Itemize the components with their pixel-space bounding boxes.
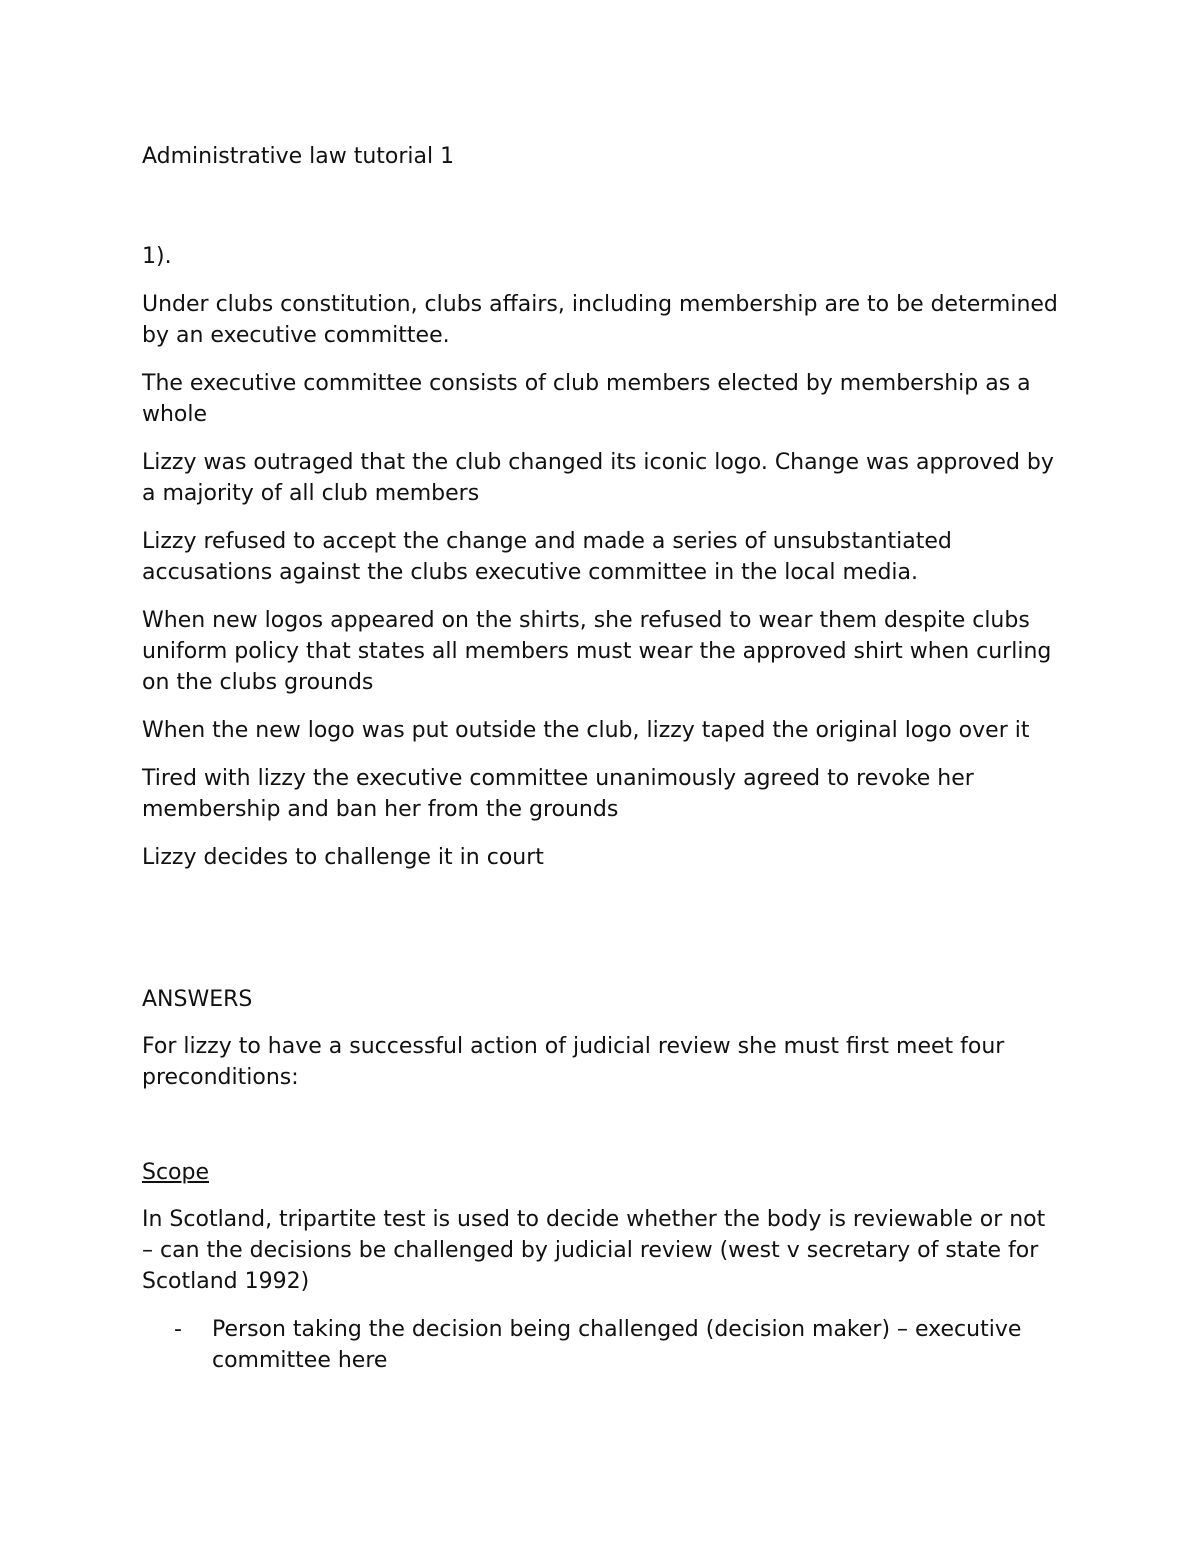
fact-paragraph: Lizzy refused to accept the change and made a series of unsubstantiated accusations against the clubs executive committee in the local media. [142,529,952,585]
fact-paragraph: Lizzy decides to challenge it in court [142,845,544,870]
fact-paragraph: When new logos appeared on the shirts, she refused to wear them despite clubs uniform policy that states all members must wear the approved shirt when curling on the clubs grounds [142,608,1052,695]
answers-intro: For lizzy to have a successful action of judicial review she must first meet four preconditions: [142,1034,1005,1090]
scope-text: In Scotland, tripartite test is used to decide whether the body is reviewable or not – can the decisions be challenged by judicial review (west v secretary of state for Scotland 1992) [142,1207,1046,1294]
fact-paragraph: Lizzy was outraged that the club changed its iconic logo. Change was approved by a majority of all club members [142,450,1054,506]
document-title: Administrative law tutorial 1 [142,144,455,169]
scope-heading: Scope [142,1160,210,1185]
question-number: 1). [142,244,172,269]
bullet-item [142,1314,1062,1376]
fact-paragraph: When the new logo was put outside the club, lizzy taped the original logo over it [142,718,1030,743]
fact-paragraph: The executive committee consists of club members elected by membership as a whole [142,371,1031,427]
fact-paragraph: Tired with lizzy the executive committee unanimously agreed to revoke her membership and ban her from the grounds [142,766,974,822]
fact-paragraph: Under clubs constitution, clubs affairs, including membership are to be determined by an executive committee. [142,292,1058,348]
document-body [142,141,1062,1376]
bullet-text: Person taking the decision being challenged (decision maker) – executive committee here [212,1317,1022,1373]
bullet-marker: - [174,1317,182,1342]
answers-heading: ANSWERS [142,987,253,1012]
